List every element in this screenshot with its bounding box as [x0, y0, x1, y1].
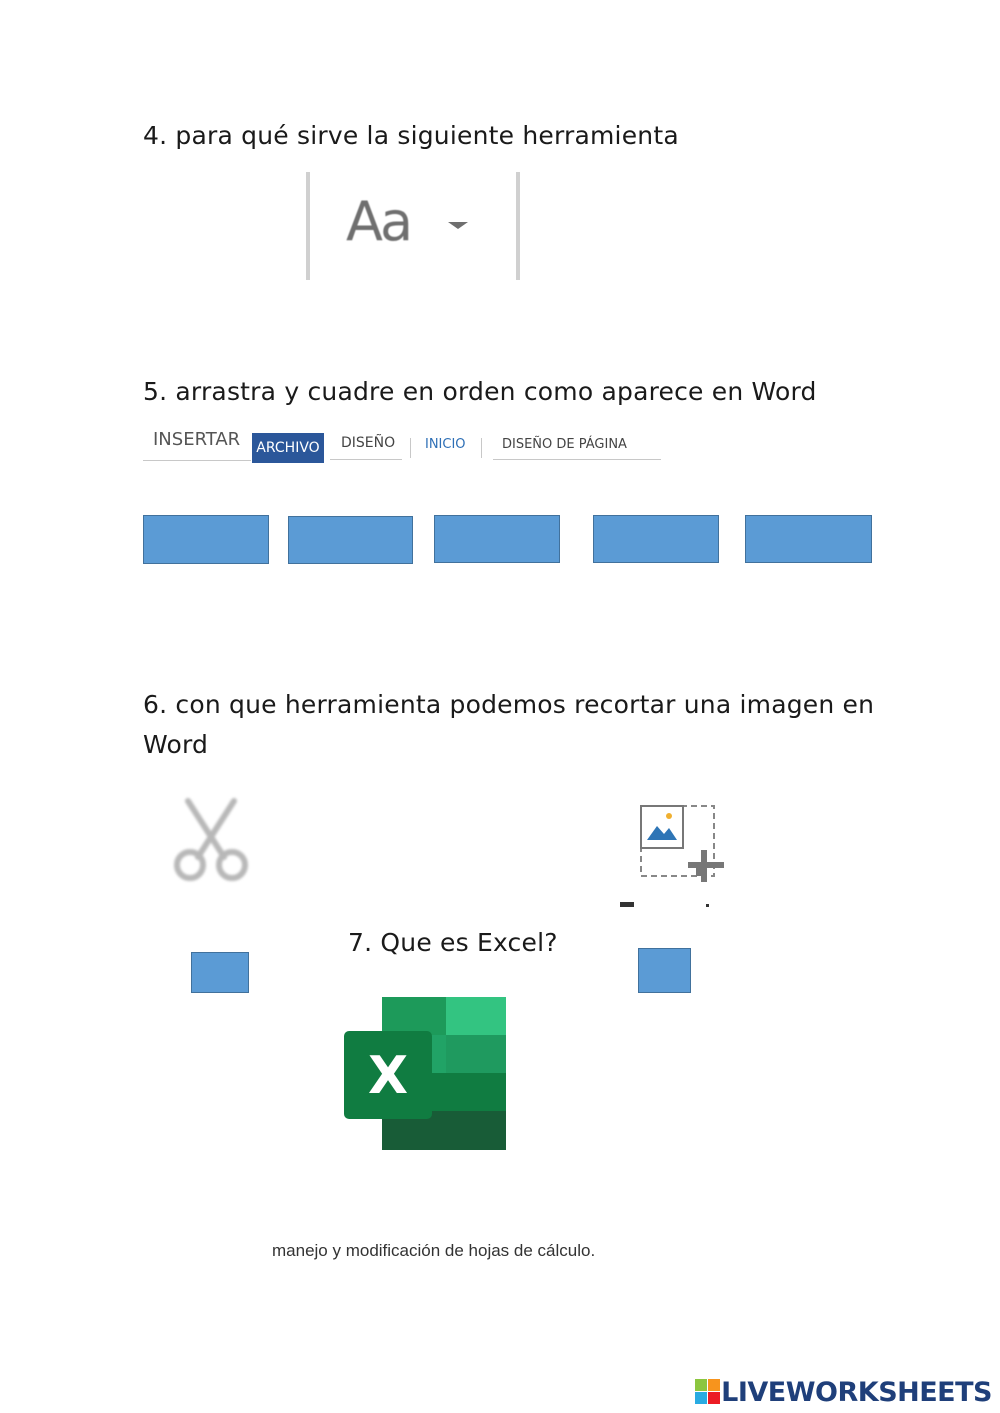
liveworksheets-brand-text: LIVEWORKSHEETS — [721, 1376, 992, 1408]
drop-box-4[interactable] — [593, 515, 719, 563]
change-case-tool-image — [306, 172, 520, 280]
excel-logo-icon — [344, 997, 508, 1151]
answer-box-scissors[interactable] — [191, 952, 249, 993]
scissors-icon — [166, 795, 256, 885]
crop-label-fragment — [620, 902, 634, 907]
question-4-title: 4. para qué sirve la siguiente herramienta — [143, 121, 679, 150]
tab-diseno: DISEÑO — [341, 435, 396, 451]
drop-box-2[interactable] — [288, 516, 413, 564]
tab-inicio: INICIO — [425, 437, 466, 452]
question-6-title-line-2: Word — [143, 730, 209, 759]
question-5-title: 5. arrastra y cuadre en orden como aparece en Word — [143, 377, 817, 406]
tab-diseno-de-pagina: DISEÑO DE PÁGINA — [502, 437, 627, 452]
excel-logo-letter: X — [367, 1046, 409, 1106]
question-6-title-line-1: 6. con que herramienta podemos recortar una imagen en — [143, 690, 875, 719]
dropdown-arrow-icon — [448, 222, 468, 229]
question-7-answer: manejo y modificación de hojas de cálculo. — [272, 1241, 596, 1260]
crop-picture-icon — [636, 800, 728, 910]
drop-box-3[interactable] — [434, 515, 560, 563]
tab-insertar: INSERTAR — [153, 429, 241, 450]
drop-box-1[interactable] — [143, 515, 269, 564]
question-7-title: 7. Que es Excel? — [348, 928, 558, 957]
answer-box-crop[interactable] — [638, 948, 691, 993]
tab-archivo: ARCHIVO — [252, 433, 324, 463]
liveworksheets-logo — [695, 1377, 992, 1407]
change-case-icon: Aa — [346, 190, 411, 253]
drop-box-5[interactable] — [745, 515, 872, 563]
liveworksheets-badge-icon — [695, 1379, 721, 1405]
